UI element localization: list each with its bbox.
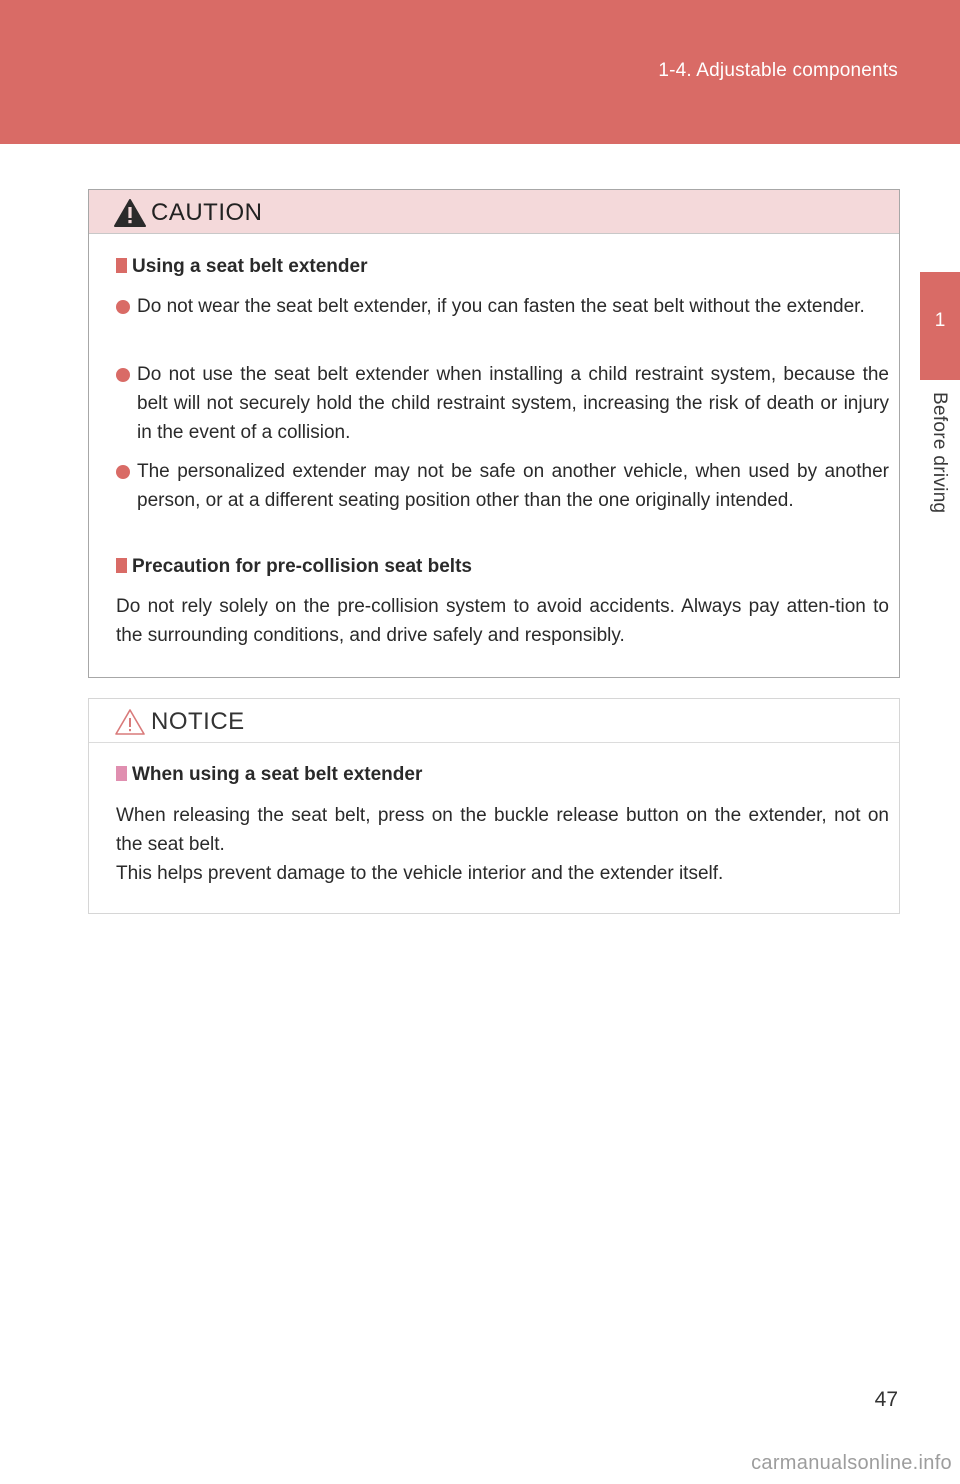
chapter-number: 1 — [934, 310, 946, 331]
caution-bullet-3: The personalized extender may not be safe on another vehicle, when used by another person, or at a different seating position other than the one originally intended. — [137, 461, 889, 511]
caution-section-title: Using a seat belt extender — [116, 256, 367, 278]
notice-section-title: When using a seat belt extender — [116, 764, 422, 786]
bullet-dot-icon — [116, 368, 130, 382]
caution-section-title: Precaution for pre-collision seat belts — [116, 556, 472, 578]
bullet-dot-icon — [116, 300, 130, 314]
notice-box — [88, 698, 900, 914]
square-marker-icon — [116, 558, 127, 573]
chapter-label: Before driving — [929, 392, 950, 514]
watermark-text: carmanualsonline.info — [751, 1452, 952, 1474]
square-marker-icon — [116, 766, 127, 781]
notice-paragraph-2: This helps prevent damage to the vehicle interior and the extender itself. — [116, 863, 724, 884]
caution-body — [116, 190, 889, 670]
notice-body — [116, 699, 889, 909]
caution-paragraph: Do not rely solely on the pre-collision system to avoid accidents. Always pay atten-tion to the surrounding conditions, and drive safely and responsibly. — [116, 596, 889, 646]
bullet-dot-icon — [116, 465, 130, 479]
caution-bullet-2: Do not use the seat belt extender when installing a child restraint system, because the belt will not securely hold the child restraint system, increasing the risk of death or injury in the event of a collision. — [137, 364, 889, 443]
page-number: 47 — [874, 1388, 898, 1411]
caution-label: CAUTION — [151, 199, 263, 226]
chapter-tab — [920, 272, 960, 380]
square-marker-icon — [116, 258, 127, 273]
section-title-header: 1-4. Adjustable components — [658, 60, 898, 81]
notice-paragraph-1: When releasing the seat belt, press on the buckle release button on the extender, not on the seat belt. — [116, 805, 889, 855]
caution-bullet-1: Do not wear the seat belt extender, if you can fasten the seat belt without the extender. — [137, 296, 865, 317]
notice-label: NOTICE — [151, 708, 245, 735]
caution-box — [88, 189, 900, 678]
page-header — [0, 0, 960, 144]
